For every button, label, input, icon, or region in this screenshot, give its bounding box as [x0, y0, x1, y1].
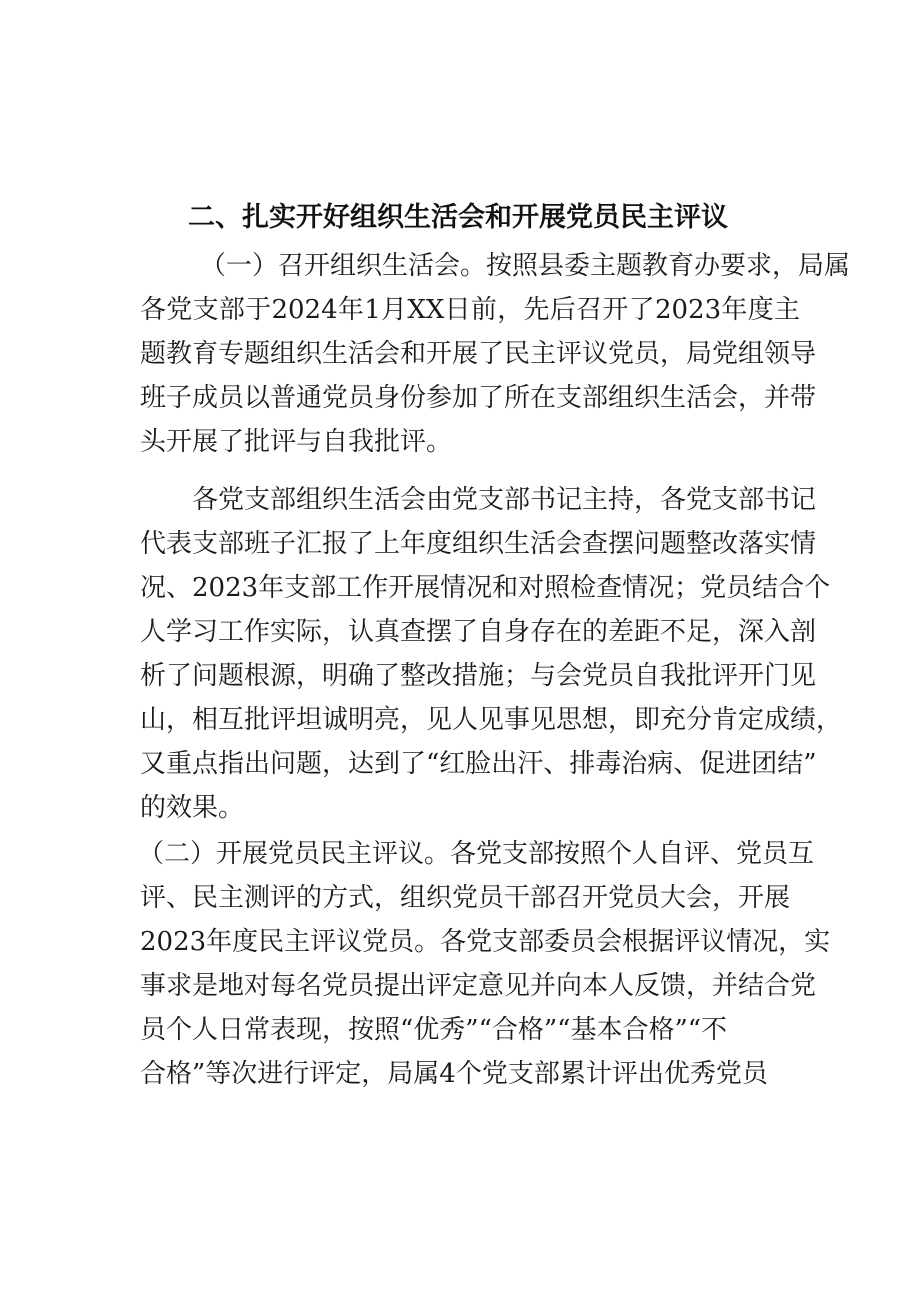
paragraph-line: 的效果。 — [140, 793, 245, 823]
paragraph-line: 员个人日常表现，按照“优秀”“合格”“基本合格”“不 — [140, 1015, 728, 1045]
paragraph-line: 头开展了批评与自我批评。 — [140, 427, 453, 457]
paragraph-line: 事求是地对每名党员提出评定意见并向本人反馈，并结合党 — [140, 971, 817, 1001]
paragraph-line: 又重点指出问题，达到了“红脸出汗、排毒治病、促进团结” — [140, 749, 817, 779]
section-heading: 二、扎实开好组织生活会和开展党员民主评议 — [188, 202, 728, 233]
paragraph-line: 2023年度民主评议党员。各党支部委员会根据评议情况，实 — [140, 927, 831, 957]
paragraph-line: （一）召开组织生活会。按照县委主题教育办要求，局属 — [200, 251, 851, 281]
paragraph-line: 各党支部于2024年1月XX日前，先后召开了2023年度主 — [140, 295, 800, 325]
paragraph-line: 题教育专题组织生活会和开展了民主评议党员，局党组领导 — [140, 339, 817, 369]
paragraph-line: 人学习工作实际，认真查摆了自身存在的差距不足，深入剖 — [140, 617, 817, 647]
paragraph-line: 代表支部班子汇报了上年度组织生活会查摆问题整改落实情 — [140, 529, 817, 559]
paragraph-line: 合格”等次进行评定，局属4个党支部累计评出优秀党员 — [140, 1059, 768, 1089]
paragraph-line: 况、2023年支部工作开展情况和对照检查情况；党员结合个 — [140, 573, 831, 603]
paragraph-line: （二）开展党员民主评议。各党支部按照个人自评、党员互 — [138, 839, 815, 869]
paragraph-line: 评、民主测评的方式，组织党员干部召开党员大会，开展 — [140, 883, 791, 913]
paragraph-line: 析了问题根源，明确了整改措施；与会党员自我批评开门见 — [140, 661, 817, 691]
paragraph-line: 班子成员以普通党员身份参加了所在支部组织生活会，并带 — [140, 383, 817, 413]
paragraph-line: 各党支部组织生活会由党支部书记主持，各党支部书记 — [192, 485, 817, 515]
paragraph-line: 山，相互批评坦诚明亮，见人见事见思想，即充分肯定成绩， — [140, 705, 843, 735]
